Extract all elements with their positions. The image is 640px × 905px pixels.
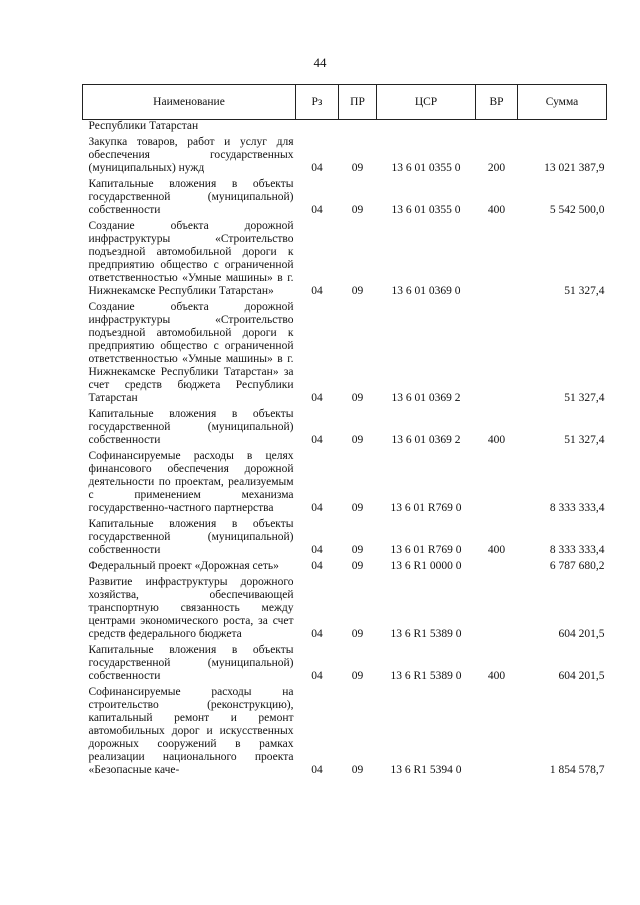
- row-sum: 604 201,5: [558, 628, 605, 640]
- table-header: [83, 85, 607, 120]
- row-rz: 04: [311, 628, 323, 640]
- page-number: 44: [313, 55, 327, 70]
- row-sum: 1 854 578,7: [549, 764, 605, 776]
- header-vr: ВР: [476, 85, 518, 120]
- row-sum: 13 021 387,9: [544, 162, 605, 174]
- row-name: Развитие инфраструктуры дорожного хозяйства, обеспечивающей транспортную связанность между центрами экономического роста, за счет средств федерального бюджета: [88, 576, 294, 640]
- row-sum: 604 201,5: [558, 670, 605, 682]
- row-name: Закупка товаров, работ и услуг для обеспечения государственных (муниципальных) нужд: [88, 136, 294, 174]
- row-pr: 09: [351, 204, 364, 216]
- table-row: [83, 407, 607, 449]
- row-name: Софинансируемые расходы на строительство (реконструкцию), капитальный ремонт и ремонт автомобильных дорог и искусственных дорожных сооружений в рамках реализации национального проекта «Безопасные каче-: [88, 686, 294, 776]
- table-row: [83, 559, 607, 575]
- row-name: Республики Татарстан: [88, 120, 199, 132]
- row-name: Создание объекта дорожной инфраструктуры «Строительство подъездной автомобильной дороги к предприятию общество с ограниченной ответственностью «Умные машины» в г. Нижнекамске Республики Татарстан»: [88, 220, 294, 297]
- row-pr: 09: [351, 434, 364, 446]
- row-pr: 09: [351, 502, 364, 514]
- row-rz: 04: [311, 392, 323, 404]
- row-csr: [377, 120, 476, 136]
- row-rz: 04: [311, 434, 323, 446]
- row-sum: 8 333 333,4: [549, 502, 605, 514]
- header-pr: ПР: [339, 85, 377, 120]
- row-pr: 09: [351, 764, 364, 776]
- row-name: Капитальные вложения в объекты государственной (муниципальной) собственности: [88, 518, 294, 556]
- row-csr: 13 6 01 R769 0: [390, 502, 462, 514]
- row-sum: 51 327,4: [564, 434, 605, 446]
- row-pr: 09: [351, 560, 364, 572]
- row-csr: 13 6 01 0369 0: [391, 285, 461, 297]
- row-vr: [476, 300, 518, 407]
- row-rz: 04: [311, 544, 323, 556]
- row-pr: [339, 120, 377, 136]
- table-row: [83, 685, 607, 779]
- row-rz: [296, 120, 339, 136]
- row-pr: 09: [351, 285, 364, 297]
- row-name: Создание объекта дорожной инфраструктуры «Строительство подъездной автомобильной дороги к предприятию общество с ограниченной ответственностью «Умные машины» в г. Нижнекамске Республики Татарстан» за счет средств бюджета Республики Татарстан: [88, 301, 294, 404]
- row-sum: [518, 120, 607, 136]
- row-sum: 8 333 333,4: [549, 544, 605, 556]
- table-row: [83, 300, 607, 407]
- row-csr: 13 6 01 0355 0: [391, 204, 461, 216]
- row-pr: 09: [351, 392, 364, 404]
- row-sum: 51 327,4: [564, 392, 605, 404]
- table-row: [83, 177, 607, 219]
- row-rz: 04: [311, 162, 323, 174]
- row-csr: 13 6 R1 5394 0: [390, 764, 462, 776]
- row-sum: 51 327,4: [564, 285, 605, 297]
- row-vr: [476, 685, 518, 779]
- row-sum: 6 787 680,2: [549, 560, 605, 572]
- table-row: [83, 575, 607, 643]
- table-row: [83, 219, 607, 300]
- header-name: Наименование: [83, 85, 296, 120]
- row-rz: 04: [311, 560, 323, 572]
- row-pr: 09: [351, 628, 364, 640]
- row-csr: 13 6 01 0369 2: [391, 392, 461, 404]
- row-csr: 13 6 R1 5389 0: [390, 628, 462, 640]
- row-vr: 400: [487, 670, 506, 682]
- row-vr: [476, 120, 518, 136]
- row-csr: 13 6 R1 5389 0: [390, 670, 462, 682]
- table-row: [83, 449, 607, 517]
- row-csr: 13 6 01 0369 2: [391, 434, 461, 446]
- header-sum: Сумма: [518, 85, 607, 120]
- row-csr: 13 6 R1 0000 0: [390, 560, 462, 572]
- row-name: Капитальные вложения в объекты государственной (муниципальной) собственности: [88, 644, 294, 682]
- table-row: [83, 135, 607, 177]
- budget-table: [82, 84, 607, 779]
- row-rz: 04: [311, 764, 323, 776]
- row-vr: [476, 449, 518, 517]
- row-pr: 09: [351, 162, 364, 174]
- row-sum: 5 542 500,0: [549, 204, 605, 216]
- row-pr: 09: [351, 544, 364, 556]
- row-csr: 13 6 01 0355 0: [391, 162, 461, 174]
- header-rz: Рз: [296, 85, 339, 120]
- row-rz: 04: [311, 502, 323, 514]
- row-vr: 400: [487, 434, 506, 446]
- table-row: [83, 120, 607, 136]
- row-vr: 400: [487, 204, 506, 216]
- row-rz: 04: [311, 204, 323, 216]
- row-rz: 04: [311, 670, 323, 682]
- header-csr: ЦСР: [377, 85, 476, 120]
- row-vr: [476, 575, 518, 643]
- row-csr: 13 6 01 R769 0: [390, 544, 462, 556]
- row-name: Капитальные вложения в объекты государственной (муниципальной) собственности: [88, 178, 294, 216]
- row-rz: 04: [311, 285, 323, 297]
- row-vr: [476, 219, 518, 300]
- table-row: [83, 517, 607, 559]
- row-vr: 200: [487, 162, 506, 174]
- row-pr: 09: [351, 670, 364, 682]
- table-row: [83, 643, 607, 685]
- row-name: Капитальные вложения в объекты государственной (муниципальной) собственности: [88, 408, 294, 446]
- row-vr: [476, 559, 518, 575]
- row-vr: 400: [487, 544, 506, 556]
- row-name: Федеральный проект «Дорожная сеть»: [88, 560, 279, 572]
- row-name: Софинансируемые расходы в целях финансового обеспечения дорожной деятельности по проектам, реализуемым с применением механизма государственно-частного партнерства: [88, 450, 294, 514]
